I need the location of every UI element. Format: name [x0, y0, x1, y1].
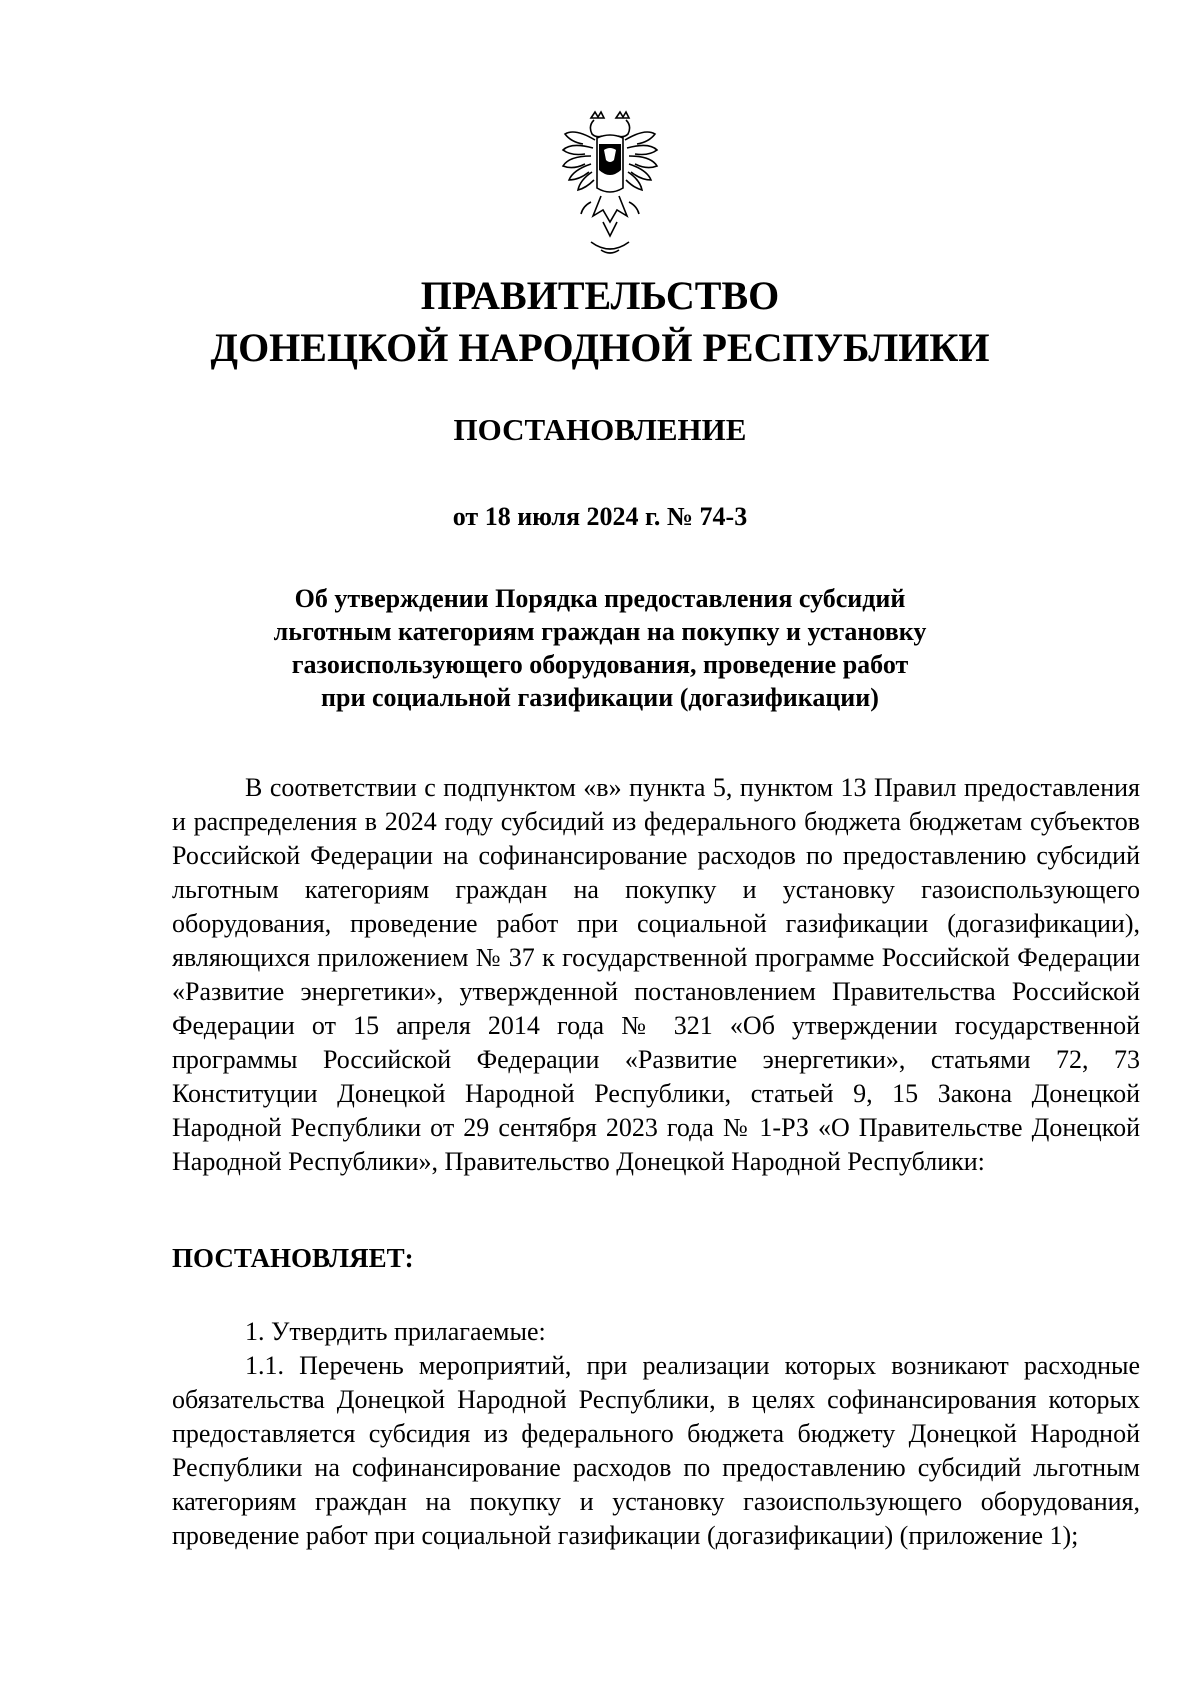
decree-subject [0, 582, 1200, 714]
decree-date-number: от 18 июля 2024 г. № 74-3 [452, 502, 748, 531]
government-title [0, 270, 1200, 374]
resolution-items [172, 1315, 1140, 1553]
preamble-paragraph: В соответствии с подпунктом «в» пункта 5, пунктом 13 Правил предоставления и распределения в 2024 году субсидий из федерального бюджета бюджетам субъектов Российской Федерации на софинансирование расходов по предоставлению субсидий льготным категориям граждан на покупку и установку газоиспользующего оборудования, проведение работ при социальной газификации (догазификации), являющихся приложением № 37 к государственной программе Российской Федерации «Развитие энергетики», утвержденной постановлением Правительства Российской Федерации от 15 апреля 2014 года № 321 «Об утверждении государственной программы Российской Федерации «Развитие энергетики», статьями 72, 73 Конституции Донецкой Народной Республики, статьей 9, 15 Закона Донецкой Народной Республики от 29 сентября 2023 года № 1-РЗ «О Правительстве Донецкой Народной Республики», Правительство Донецкой Народной Республики: [172, 773, 1140, 1176]
government-title-line-2: ДОНЕЦКОЙ НАРОДНОЙ РЕСПУБЛИКИ [210, 325, 990, 370]
subject-line: при социальной газификации (догазификации) [321, 683, 879, 712]
government-title-line-1: ПРАВИТЕЛЬСТВО [420, 273, 780, 318]
document-type: ПОСТАНОВЛЕНИЕ [453, 412, 747, 447]
subject-line: льготным категориям граждан на покупку и установку [273, 617, 927, 646]
resolves-heading: ПОСТАНОВЛЯЕТ: [172, 1243, 414, 1273]
coat-of-arms-icon [561, 110, 659, 258]
subject-line: газоиспользующего оборудования, проведение работ [291, 650, 909, 679]
item-1-1: 1.1. Перечень мероприятий, при реализации которых возникают расходные обязательства Донецкой Народной Республики, в целях софинансирования которых предоставляется субсидия из федерального бюджета бюджету Донецкой Народной Республики на софинансирование расходов по предоставлению субсидий льготным категориям граждан на покупку и установку газоиспользующего оборудования, проведение работ при социальной газификации (догазификации) (приложение 1); [172, 1351, 1140, 1550]
subject-line: Об утверждении Порядка предоставления субсидий [294, 584, 906, 613]
item-1: 1. Утвердить прилагаемые: [245, 1317, 546, 1346]
